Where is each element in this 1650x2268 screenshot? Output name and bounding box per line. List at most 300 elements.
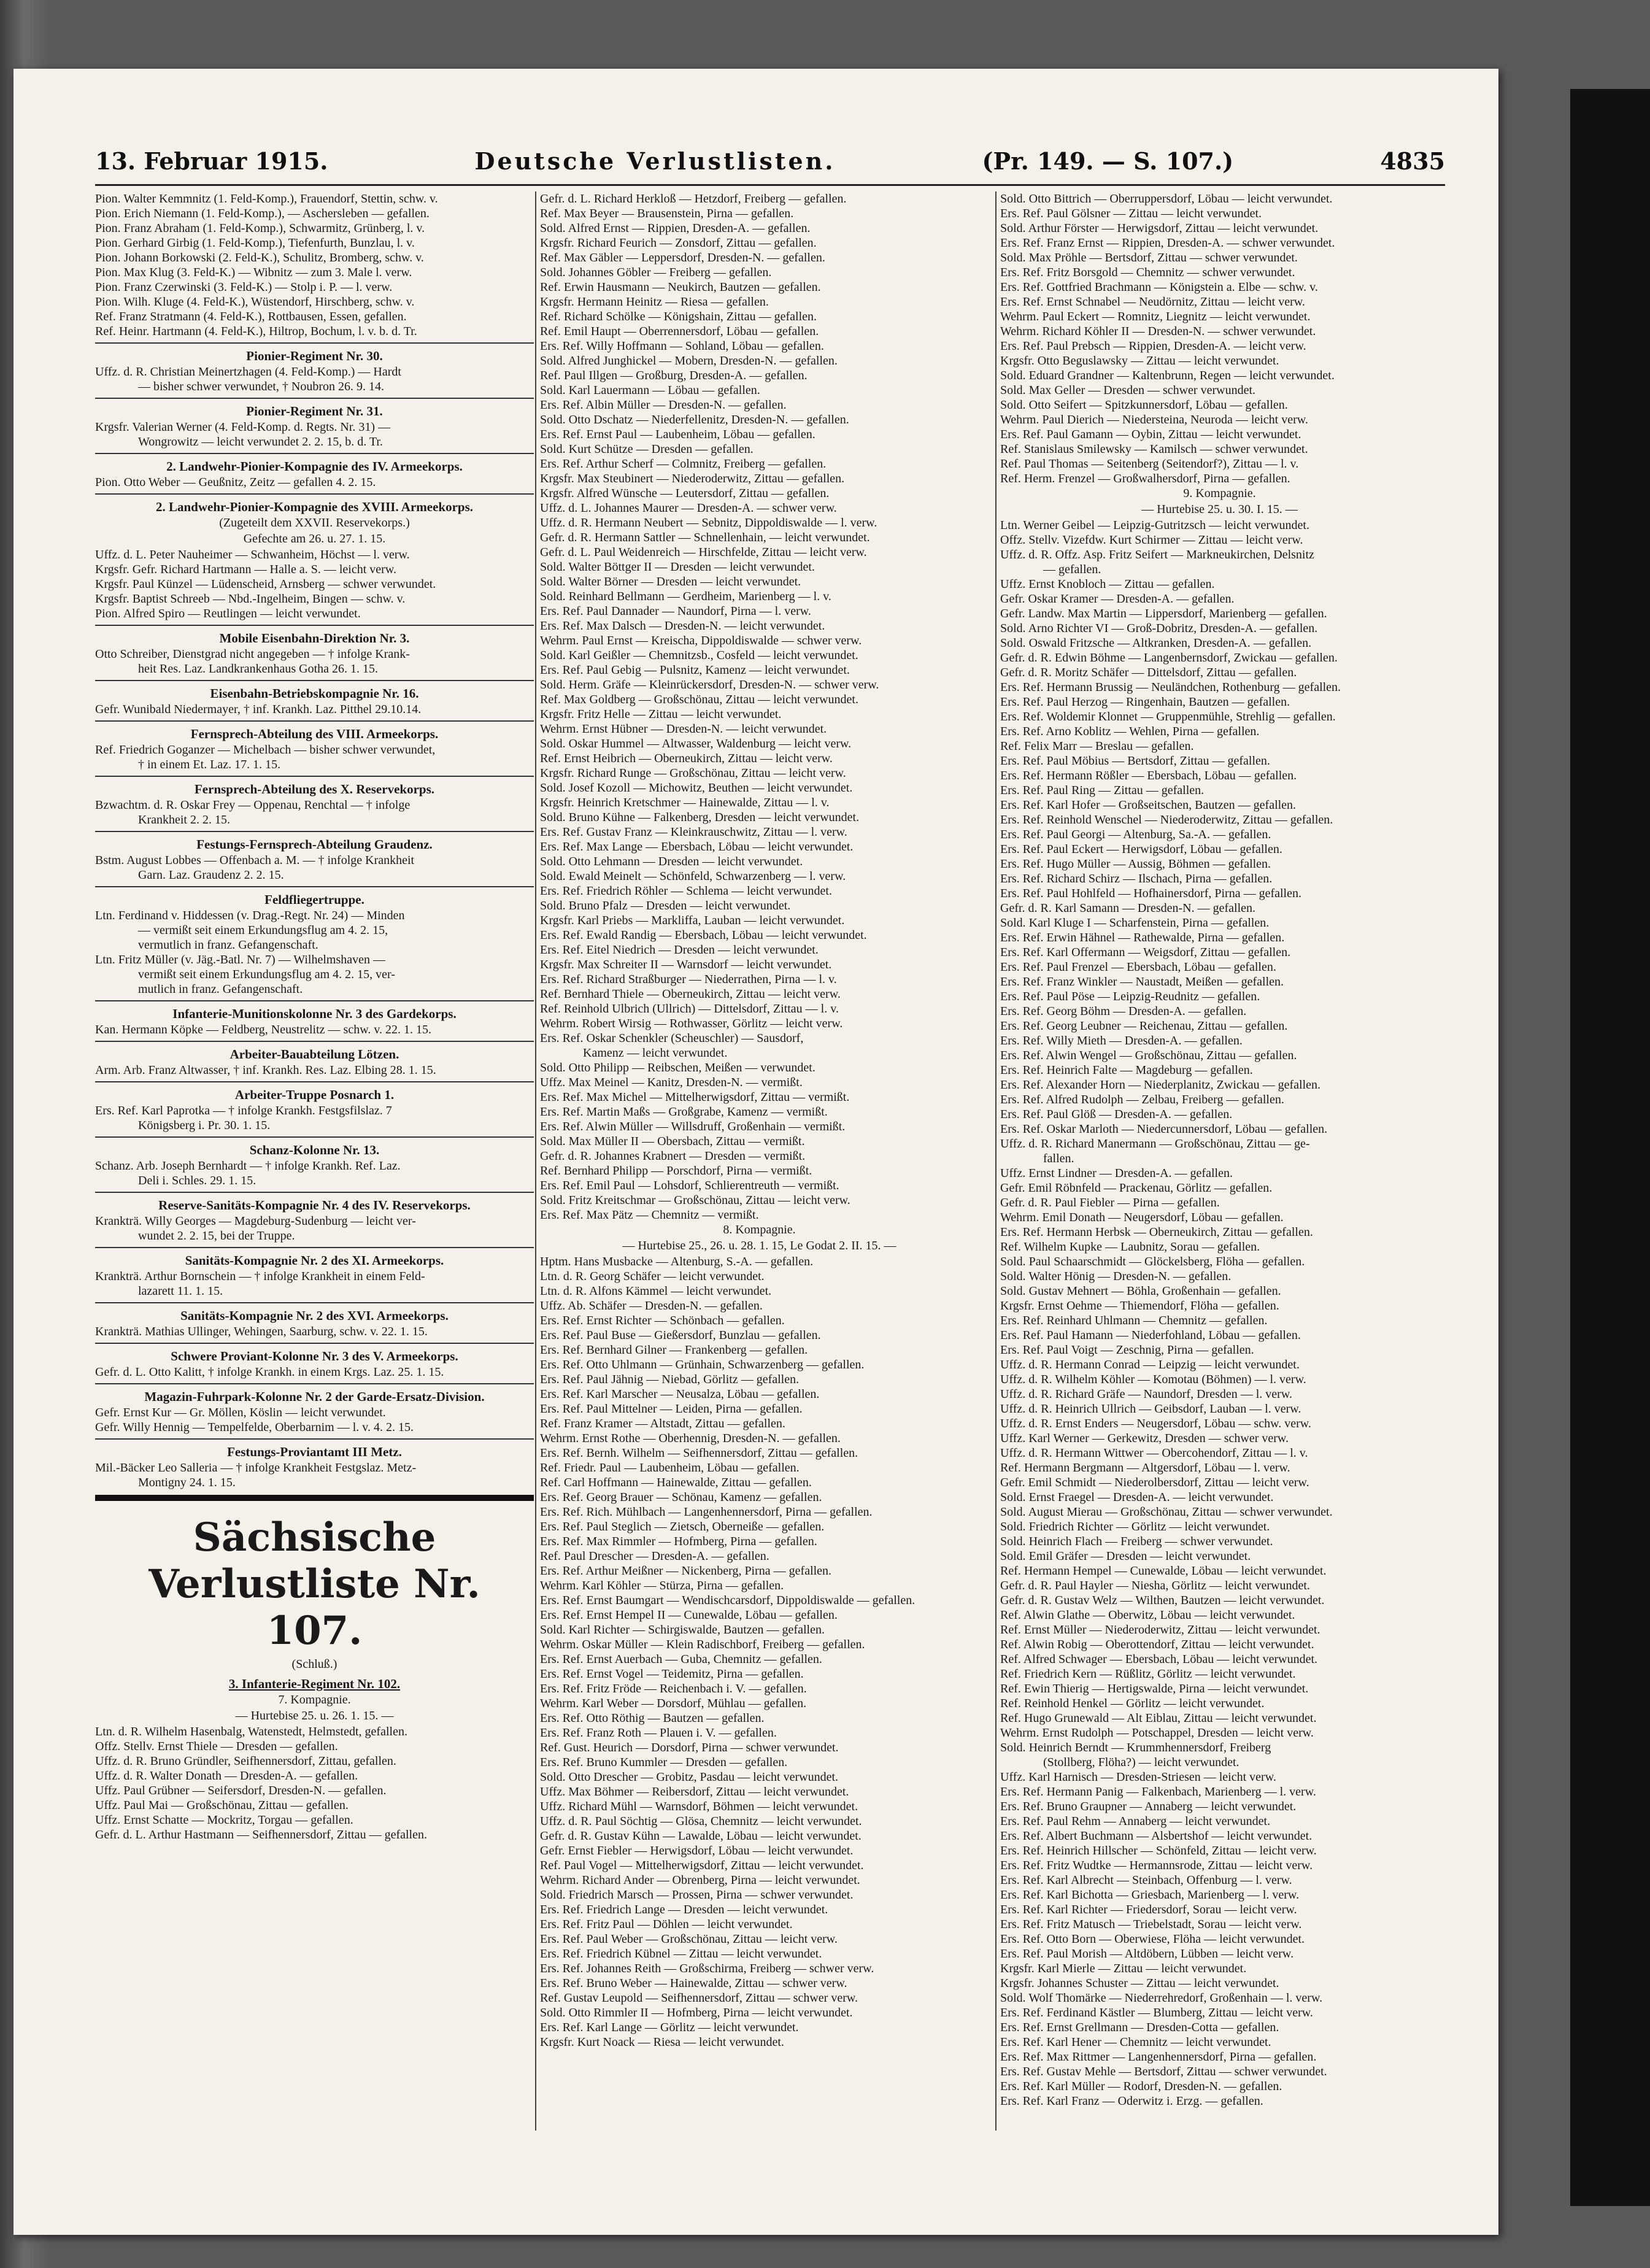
casualty-entry: Ers. Ref. Ernst Vogel — Teidemitz, Pirna — gefallen. [540,1667,804,1681]
casualty-entry: Pion. Max Klug (3. Feld-K.) — Wibnitz — zum 3. Male l. verw. [95,266,412,279]
casualty-entry: Uffz. Richard Mühl — Warnsdorf, Böhmen — leicht verwundet. [540,1800,858,1813]
casualty-entry: Uffz. d. R. Bruno Gründler, Seifhennersdorf, Zittau, gefallen. [95,1754,396,1768]
section-heading: Arbeiter-Truppe Posnarch 1. [234,1087,395,1102]
casualty-entry: Gefr. Oskar Kramer — Dresden-A. — gefallen. [1000,592,1235,606]
casualty-entry: Uffz. Max Böhmer — Reibersdorf, Zittau — leicht verwundet. [540,1785,849,1799]
section-divider [95,625,534,626]
casualty-entry: Ers. Ref. Paul Hamann — Niederfohland, Löbau — gefallen. [1000,1329,1301,1342]
scan-edge-strip [1570,89,1650,2206]
casualty-entry: Ref. Gust. Heurich — Dorsdorf, Pirna — schwer verwundet. [540,1741,839,1754]
casualty-entry: Sold. Otto Seifert — Spitzkunnersdorf, Löbau — gefallen. [1000,398,1288,412]
casualty-entry: Sold. Karl Lauermann — Löbau — gefallen. [540,384,760,397]
casualty-entry: Sold. Kurt Schütze — Dresden — gefallen. [540,442,754,456]
casualty-entry: Sold. Walter Hönig — Dresden-N. — gefallen. [1000,1270,1232,1283]
casualty-entry: Ref. Alwin Glathe — Oberwitz, Löbau — leicht verwundet. [1000,1608,1295,1622]
casualty-entry: Krgsfr. Fritz Helle — Zittau — leicht verwundet. [540,708,782,721]
casualty-entry: Ers. Ref. Paul Voigt — Zeschnig, Pirna — gefallen. [1000,1343,1254,1357]
section-divider [95,342,534,344]
casualty-entry: Ers. Ref. Johannes Reith — Großschirma, Freiberg — schwer verw. [540,1962,874,1975]
casualty-entry: Pion. Erich Niemann (1. Feld-Komp.), — Aschersleben — gefallen. [95,207,430,220]
casualty-entry: Ref. Friedrich Goganzer — Michelbach — bisher schwer verwundet, [95,743,436,757]
company-heading: 7. Kompagnie. [278,1693,351,1707]
casualty-entry: vermißt seit einem Erkundungsflug am 4. 2. 15, ver- [138,968,395,981]
casualty-entry: Ers. Ref. Otto Röthig — Bautzen — gefallen. [540,1711,765,1725]
casualty-entry: Ref. Wilhelm Kupke — Laubnitz, Sorau — gefallen. [1000,1240,1260,1254]
casualty-entry: Ers. Ref. Gottfried Brachmann — Königstein a. Elbe — schw. v. [1000,280,1318,294]
casualty-entry: Gefr. Emil Röbnfeld — Prackenau, Görlitz — gefallen. [1000,1181,1273,1195]
casualty-entry: Ers. Ref. Oskar Schenkler (Scheuschler) — Sausdorf, [540,1032,804,1045]
casualty-entry: Uffz. Ernst Schatte — Mockritz, Torgau — gefallen. [95,1813,353,1827]
company-heading: 8. Kompagnie. [723,1223,796,1236]
casualty-entry: Uffz. Ab. Schäfer — Dresden-N. — gefallen. [540,1299,763,1313]
casualty-entry: Ers. Ref. Ernst Baumgart — Wendischcarsdorf, Dippoldiswalde — gefallen. [540,1594,916,1607]
casualty-entry: Krgsfr. Otto Beguslawsky — Zittau — leicht verwundet. [1000,354,1279,368]
casualty-entry: Ers. Ref. Paul Buse — Gießersdorf, Bunzlau — gefallen. [540,1329,821,1342]
casualty-entry: Pion. Franz Abraham (1. Feld-Komp.), Schwarmitz, Grünberg, l. v. [95,222,425,235]
casualty-entry: Krgsfr. Karl Mierle — Zittau — leicht verwundet. [1000,1962,1247,1975]
casualty-entry: Ers. Ref. Hermann Brussig — Neuländchen, Rothenburg — gefallen. [1000,681,1341,694]
company-heading: 9. Kompagnie. [1183,487,1256,500]
casualty-entry: Ers. Ref. Alwin Müller — Willsdruff, Großenhain — vermißt. [540,1120,846,1133]
casualty-entry: Sold. Paul Schaarschmidt — Glöckelsberg, Flöha — gefallen. [1000,1255,1305,1268]
casualty-entry: Sold. Fritz Kreitschmar — Großschönau, Zittau — leicht verw. [540,1194,850,1207]
casualty-entry: Ref. Hermann Hempel — Cunewalde, Löbau — leicht verwundet. [1000,1564,1327,1578]
casualty-entry: Ers. Ref. Eitel Niedrich — Dresden — leicht verwundet. [540,943,819,957]
casualty-entry: Sold. Arno Richter VI — Groß-Dobritz, Dresden-A. — gefallen. [1000,622,1318,635]
section-heading: Festungs-Proviantamt III Metz. [227,1444,402,1459]
section-heading: Eisenbahn-Betriebskompagnie Nr. 16. [210,686,419,701]
casualty-entry: Krgsfr. Richard Runge — Großschönau, Zittau — leicht verw. [540,766,846,780]
section-heading: Mobile Eisenbahn-Direktion Nr. 3. [219,631,410,646]
casualty-entry: Uffz. d. R. Christian Meinertzhagen (4. Feld-Komp.) — Hardt [95,365,401,379]
casualty-entry: Sold. Ewald Meinelt — Schönfeld, Schwarzenberg — l. verw. [540,870,846,883]
casualty-entry: Sold. Karl Geißler — Chemnitzsb., Cosfeld — leicht verwundet. [540,649,858,662]
casualty-entry: Gefr. d. L. Otto Kalitt, † infolge Krankh. in einem Krgs. Laz. 25. 1. 15. [95,1365,444,1379]
casualty-entry: Krgsfr. Hermann Heinitz — Riesa — gefallen. [540,295,769,309]
casualty-entry: Offz. Stellv. Vizefdw. Kurt Schirmer — Zittau — leicht verw. [1000,533,1303,547]
casualty-entry: Ers. Ref. Bernh. Wilhelm — Seifhennersdorf, Zittau — gefallen. [540,1446,858,1460]
casualty-entry: Ers. Ref. Max Lange — Ebersbach, Löbau — leicht verwundet. [540,840,854,854]
section-heading: 2. Landwehr-Pionier-Kompagnie des XVIII. Armeekorps. [155,500,474,514]
casualty-entry: Ers. Ref. Karl Hener — Chemnitz — leicht verwundet. [1000,2035,1271,2049]
casualty-entry: Pion. Otto Weber — Geußnitz, Zeitz — gefallen 4. 2. 15. [95,476,376,489]
casualty-entry: Uffz. Ernst Lindner — Dresden-A. — gefallen. [1000,1167,1233,1180]
header-issue: (Pr. 149. — S. 107.) [982,147,1234,175]
casualty-entry: Ers. Ref. Karl Paprotka — † infolge Krankh. Festgsfilslaz. 7 [95,1104,392,1117]
casualty-entry: Gefr. d. R. Johannes Krabnert — Dresden — vermißt. [540,1149,806,1163]
casualty-entry: fallen. [1043,1152,1074,1165]
section-heading: Sanitäts-Kompagnie Nr. 2 des XVI. Armeekorps. [180,1308,449,1323]
casualty-entry: Gefr. d. L. Paul Weidenreich — Hirschfelde, Zittau — leicht verw. [540,546,867,559]
battle-heading: — Hurtebise 25. u. 26. 1. 15. — [235,1709,394,1722]
casualty-entry: Pion. Franz Czerwinski (3. Feld-K.) — Stolp i. P. — l. verw. [95,280,393,294]
column-3 [1000,191,1439,2131]
casualty-entry: Ers. Ref. Paul Frenzel — Ebersbach, Löbau — gefallen. [1000,960,1276,974]
casualty-entry: Uffz. d. R. Richard Gräfe — Naundorf, Dresden — l. verw. [1000,1387,1292,1401]
casualty-entry: Krgsfr. Kurt Noack — Riesa — leicht verwundet. [540,2035,784,2049]
casualty-entry: Ers. Ref. Paul Steglich — Zietsch, Oberneiße — gefallen. [540,1520,825,1533]
casualty-entry: Sold. Karl Kluge I — Scharfenstein, Pirna — gefallen. [1000,916,1270,930]
casualty-entry: Ers. Ref. Friedrich Lange — Dresden — leicht verwundet. [540,1903,828,1916]
casualty-entry: Ers. Ref. Gustav Franz — Kleinkrauschwitz, Zittau — l. verw. [540,825,847,839]
section-heading: Arbeiter-Bauabteilung Lötzen. [229,1047,399,1062]
casualty-entry: Ers. Ref. Max Rittmer — Langenhennersdorf, Pirna — gefallen. [1000,2050,1317,2064]
casualty-entry: Ers. Ref. Hugo Müller — Aussig, Böhmen — gefallen. [1000,857,1271,871]
casualty-entry: Sold. Emil Gräfer — Dresden — leicht verwundet. [1000,1549,1251,1563]
section-heading: Pionier-Regiment Nr. 30. [246,349,383,363]
casualty-entry: Uffz. d. L. Johannes Maurer — Dresden-A. — schwer verw. [540,501,837,515]
casualty-entry: Sold. Gustav Mehnert — Böhla, Großenhain — gefallen. [1000,1284,1281,1298]
casualty-entry: Ers. Ref. Bernhard Gilner — Frankenberg — gefallen. [540,1343,808,1357]
casualty-entry: Wehrm. Karl Weber — Dorsdorf, Mühlau — gefallen. [540,1697,807,1710]
casualty-entry: Ers. Ref. Georg Leubner — Reichenau, Zittau — gefallen. [1000,1019,1288,1033]
casualty-entry: Ers. Ref. Franz Roth — Plauen i. V. — gefallen. [540,1726,777,1740]
section-heading: Fernsprech-Abteilung des VIII. Armeekorps. [190,727,439,741]
casualty-entry: Gefr. d. R. Gustav Welz — Wilthen, Bautzen — leicht verwundet. [1000,1594,1325,1607]
casualty-entry: Ers. Ref. Max Rimmler — Hofmberg, Pirna — gefallen. [540,1535,817,1548]
section-heading: Infanterie-Munitionskolonne Nr. 3 des Gardekorps. [172,1006,457,1021]
casualty-entry: Gefr. d. R. Moritz Schäfer — Dittelsdorf, Zittau — gefallen. [1000,666,1297,679]
header-date: 13. Februar 1915. [95,147,328,175]
casualty-entry: Ers. Ref. Arno Koblitz — Wehlen, Pirna — gefallen. [1000,725,1260,738]
section-heading: Fernsprech-Abteilung des X. Reservekorps. [194,782,434,796]
casualty-entry: Gefr. Willy Hennig — Tempelfelde, Oberbarnim — l. v. 4. 2. 15. [95,1421,414,1434]
casualty-entry: Uffz. d. R. Paul Söchtig — Glösa, Chemnitz — leicht verwundet. [540,1815,862,1828]
casualty-entry: Sold. Otto Dschatz — Niederfellenitz, Dresden-N. — gefallen. [540,413,849,426]
casualty-entry: Sold. Otto Lehmann — Dresden — leicht verwundet. [540,855,803,868]
casualty-entry: Sold. Alfred Ernst — Rippien, Dresden-A. — gefallen. [540,222,811,235]
casualty-entry: Ref. Paul Thomas — Seitenberg (Seitendorf?), Zittau — l. v. [1000,457,1299,471]
casualty-entry: Ers. Ref. Albert Buchmann — Alsbertshof — leicht verwundet. [1000,1829,1313,1843]
casualty-entry: Ers. Ref. Paul Glöß — Dresden-A. — gefallen. [1000,1108,1233,1121]
casualty-entry: Sold. Herm. Gräfe — Kleinrückersdorf, Dresden-N. — schwer verw. [540,678,879,692]
casualty-entry: Ref. Reinhold Henkel — Görlitz — leicht verwundet. [1000,1697,1265,1710]
casualty-entry: Ref. Paul Vogel — Mittelherwigsdorf, Zittau — leicht verwundet. [540,1859,864,1872]
casualty-entry: Wehrm. Oskar Müller — Klein Radischborf, Freiberg — gefallen. [540,1638,865,1651]
casualty-entry: Krgsfr. Johannes Schuster — Zittau — leicht verwundet. [1000,1977,1279,1990]
section-divider [95,1438,534,1440]
section-divider [95,1302,534,1303]
casualty-entry: Ers. Ref. Ewald Randig — Ebersbach, Löbau — leicht verwundet. [540,928,867,942]
casualty-entry: Wehrm. Ernst Hübner — Dresden-N. — leicht verwundet. [540,722,827,736]
regiment-heading: 3. Infanterie-Regiment Nr. 102. [228,1676,401,1691]
casualty-entry: Ers. Ref. Paul Gamann — Oybin, Zittau — leicht verwundet. [1000,428,1301,441]
casualty-entry: Wongrowitz — leicht verwundet 2. 2. 15, b. d. Tr. [138,435,383,449]
casualty-entry: Ltn. Fritz Müller (v. Jäg.-Batl. Nr. 7) — Wilhelmshaven — [95,953,386,966]
casualty-entry: Ref. Reinhold Ulbrich (Ullrich) — Dittelsdorf, Zittau — l. v. [540,1002,839,1016]
casualty-entry: Ers. Ref. Arthur Meißner — Nickenberg, Pirna — gefallen. [540,1564,832,1578]
casualty-entry: Uffz. d. R. Hermann Conrad — Leipzig — leicht verwundet. [1000,1358,1300,1371]
casualty-entry: Uffz. d. R. Ernst Enders — Neugersdorf, Löbau — schw. verw. [1000,1417,1311,1430]
casualty-entry: Ers. Ref. Gustav Mehle — Bertsdorf, Zittau — schwer verwundet. [1000,2065,1327,2078]
section-divider [95,831,534,832]
casualty-entry: Ers. Ref. Karl Offermann — Weigsdorf, Zittau — gefallen. [1000,946,1291,959]
casualty-entry: Gefr. d. L. Richard Herkloß — Hetzdorf, Freiberg — gefallen. [540,192,847,206]
battle-heading: — Hurtebise 25., 26. u. 28. 1. 15, Le Godat 2. II. 15. — [622,1239,896,1252]
casualty-entry: Sold. Walter Börner — Dresden — leicht verwundet. [540,575,801,588]
casualty-entry: Ers. Ref. Emil Paul — Lohsdorf, Schlierentreuth — vermißt. [540,1179,839,1192]
casualty-entry: wundet 2. 2. 15, bei der Truppe. [138,1229,295,1243]
casualty-entry: Ref. Bernhard Philipp — Porschdorf, Pirna — vermißt. [540,1164,812,1178]
section-divider [95,1192,534,1193]
casualty-entry: Ers. Ref. Erwin Hähnel — Rathewalde, Pirna — gefallen. [1000,931,1285,944]
casualty-entry: Ers. Ref. Paul Gölsner — Zittau — leicht verwundet. [1000,207,1262,220]
casualty-entry: Deli i. Schles. 29. 1. 15. [138,1174,256,1187]
casualty-entry: Otto Schreiber, Dienstgrad nicht angegeben — † infolge Krank- [95,647,410,661]
casualty-entry: Ref. Max Goldberg — Großschönau, Zittau — leicht verwundet. [540,693,858,706]
casualty-entry: Sold. Bruno Kühne — Falkenberg, Dresden — leicht verwundet. [540,811,860,824]
casualty-entry: Kamenz — leicht verwundet. [583,1046,728,1060]
casualty-entry: Sold. Oswald Fritzsche — Altkranken, Dresden-A. — gefallen. [1000,636,1312,650]
casualty-entry: Uffz. d. L. Peter Nauheimer — Schwanheim, Höchst — l. verw. [95,548,410,561]
casualty-entry: Ers. Ref. Oskar Marloth — Niedercunnersdorf, Löbau — gefallen. [1000,1122,1328,1136]
section-divider [95,1247,534,1248]
casualty-entry: Gefr. Ernst Kur — Gr. Möllen, Köslin — leicht verwundet. [95,1406,386,1419]
casualty-entry: Sold. Arthur Förster — Herwigsdorf, Zittau — leicht verwundet. [1000,222,1319,235]
section-divider [95,1343,534,1344]
casualty-entry: † in einem Et. Laz. 17. 1. 15. [138,758,281,771]
casualty-entry: — bisher schwer verwundet, † Noubron 26. 9. 14. [138,380,385,393]
casualty-entry: Ref. Alfred Schwager — Ebersbach, Löbau — leicht verwundet. [1000,1653,1318,1666]
casualty-entry: Krgsfr. Gefr. Richard Hartmann — Halle a. S. — leicht verw. [95,563,396,576]
casualty-entry: Königsberg i. Pr. 30. 1. 15. [138,1119,271,1132]
casualty-entry: Uffz. Paul Grübner — Seifersdorf, Dresden-N. — gefallen. [95,1784,387,1797]
casualty-entry: Uffz. Max Meinel — Kanitz, Dresden-N. — vermißt. [540,1076,803,1089]
casualty-entry: Krgsfr. Karl Priebs — Markliffa, Lauban — leicht verwundet. [540,914,845,927]
casualty-entry: Schanz. Arb. Joseph Bernhardt — † infolge Krankh. Ref. Laz. [95,1159,401,1173]
casualty-entry: Uffz. d. R. Hermann Neubert — Sebnitz, Dippoldiswalde — l. verw. [540,516,877,530]
section-divider [95,1081,534,1082]
casualty-entry: Ers. Ref. Paul Herzog — Ringenhain, Bautzen — gefallen. [1000,695,1290,709]
section-divider [95,493,534,495]
casualty-entry: Sold. Reinhard Bellmann — Gerdheim, Marienberg — l. v. [540,590,831,603]
casualty-entry: Krgsfr. Valerian Werner (4. Feld-Komp. d. Regts. Nr. 31) — [95,420,391,434]
casualty-entry: Sold. Bruno Pfalz — Dresden — leicht verwundet. [540,899,791,912]
casualty-entry: Sold. Max Geller — Dresden — schwer verwundet. [1000,384,1256,397]
casualty-entry: Pion. Wilh. Kluge (4. Feld-K.), Wüstendorf, Hirschberg, schw. v. [95,295,415,309]
casualty-entry: vermutlich in franz. Gefangenschaft. [138,938,318,952]
casualty-entry: Ers. Ref. Willy Mieth — Dresden-A. — gefallen. [1000,1034,1243,1047]
casualty-entry: Sold. Karl Richter — Schirgiswalde, Bautzen — gefallen. [540,1623,825,1637]
casualty-entry: Ref. Erwin Hausmann — Neukirch, Bautzen — gefallen. [540,280,821,294]
header-title: Deutsche Verlustlisten. [474,147,836,175]
section-divider [95,1495,534,1501]
casualty-entry: Ers. Ref. Richard Schirz — Ilschach, Pirna — gefallen. [1000,872,1273,885]
casualty-entry: Wehrm. Paul Ernst — Kreischa, Dippoldiswalde — schwer verw. [540,634,862,647]
casualty-entry: Ref. Paul Drescher — Dresden-A. — gefallen. [540,1549,769,1563]
casualty-entry: Ref. Friedrich Kern — Rüßlitz, Görlitz — leicht verwundet. [1000,1667,1296,1681]
casualty-entry: Wehrm. Richard Köhler II — Dresden-N. — schwer verwundet. [1000,325,1316,338]
saxon-list-subtitle: (Schluß.) [291,1657,337,1671]
casualty-entry: Krgsfr. Heinrich Kretschmer — Hainewalde, Zittau — l. v. [540,796,830,809]
casualty-entry: Ref. Carl Hoffmann — Hainewalde, Zittau — gefallen. [540,1476,812,1489]
casualty-entry: Krgsfr. Alfred Wünsche — Leutersdorf, Zittau — gefallen. [540,487,830,500]
casualty-entry: Ltn. d. R. Wilhelm Hasenbalg, Watenstedt, Helmstedt, gefallen. [95,1725,407,1738]
casualty-entry: Ref. Gustav Leupold — Seifhennersdorf, Zittau — schwer verw. [540,1991,858,2005]
casualty-entry: Ers. Ref. Paul Morish — Altdöbern, Lübben — leicht verw. [1000,1947,1294,1961]
casualty-entry: Ers. Ref. Ernst Auerbach — Guba, Chemnitz — gefallen. [540,1653,822,1666]
section-heading: Sanitäts-Kompagnie Nr. 2 des XI. Armeekorps. [185,1253,444,1268]
casualty-entry: Ers. Ref. Paul Hohlfeld — Hofhainersdorf, Pirna — gefallen. [1000,887,1301,900]
casualty-entry: Sold. Josef Kozoll — Michowitz, Beuthen — leicht verwundet. [540,781,853,795]
casualty-entry: Pion. Walter Kemmnitz (1. Feld-Komp.), Frauendorf, Stettin, schw. v. [95,192,438,206]
casualty-entry: Ref. Franz Stratmann (4. Feld-K.), Rottbausen, Essen, gefallen. [95,310,407,323]
casualty-entry: Ltn. Werner Geibel — Leipzig-Gutritzsch — leicht verwundet. [1000,519,1309,532]
casualty-entry: Krgsfr. Baptist Schreeb — Nbd.-Ingelheim, Bingen — schw. v. [95,592,406,606]
casualty-entry: Uffz. d. R. Hermann Wittwer — Obercohendorf, Zittau — l. v. [1000,1446,1308,1460]
column-rule [995,191,997,2131]
casualty-entry: Ers. Ref. Reinhold Wenschel — Niederoderwitz, Zittau — gefallen. [1000,813,1333,827]
casualty-entry: Wehrm. Karl Köhler — Stürza, Pirna — gefallen. [540,1579,784,1592]
casualty-entry: Sold. Friedrich Richter — Görlitz — leicht verwundet. [1000,1520,1270,1533]
casualty-entry: Sold. Max Müller II — Obersbach, Zittau — vermißt. [540,1135,805,1148]
casualty-entry: Montigny 24. 1. 15. [138,1476,236,1489]
casualty-entry: Krgsfr. Paul Künzel — Lüdenscheid, Arnsberg — schwer verwundet. [95,577,436,591]
casualty-entry: Ers. Ref. Bruno Graupner — Annaberg — leicht verwundet. [1000,1800,1297,1813]
casualty-entry: Krankheit 2. 2. 15. [138,813,230,827]
casualty-entry: Sold. Alfred Junghickel — Mobern, Dresden-N. — gefallen. [540,354,838,368]
casualty-entry: lazarett 11. 1. 15. [138,1284,223,1298]
casualty-entry: Ers. Ref. Martin Maßs — Großgrabe, Kamenz — vermißt. [540,1105,828,1119]
casualty-entry: Hptm. Hans Musbacke — Altenburg, S.-A. — gefallen. [540,1255,814,1268]
casualty-entry: Ers. Ref. Hermann Rößler — Ebersbach, Löbau — gefallen. [1000,769,1297,782]
casualty-entry: Ers. Ref. Karl Hofer — Großseitschen, Bautzen — gefallen. [1000,798,1297,812]
section-heading: Schanz-Kolonne Nr. 13. [249,1143,380,1157]
casualty-entry: Ers. Ref. Georg Böhm — Dresden-A. — gefallen. [1000,1005,1247,1018]
section-divider [95,886,534,887]
casualty-entry: Ers. Ref. Max Michel — Mittelherwigsdorf, Zittau — vermißt. [540,1090,850,1104]
casualty-entry: Ltn. d. R. Alfons Kämmel — leicht verwundet. [540,1284,772,1298]
casualty-entry: Sold. Max Pröhle — Bertsdorf, Zittau — schwer verwundet. [1000,251,1298,264]
casualty-entry: Ers. Ref. Fritz Wudtke — Hermannsrode, Zittau — leicht verw. [1000,1859,1313,1872]
casualty-entry: Krgsfr. Ernst Oehme — Thiemendorf, Flöha — gefallen. [1000,1299,1279,1313]
casualty-entry: Ref. Ernst Heibrich — Oberneukirch, Zittau — leicht verw. [540,752,833,765]
casualty-entry: Ers. Ref. Paul Rehm — Annaberg — leicht verwundet. [1000,1815,1271,1828]
casualty-entry: Ers. Ref. Ernst Schnabel — Neudörnitz, Zittau — leicht verw. [1000,295,1305,309]
casualty-entry: Gefr. d. L. Arthur Hastmann — Seifhennersdorf, Zittau — gefallen. [95,1828,427,1842]
casualty-entry: Wehrm. Robert Wirsig — Rothwasser, Görlitz — leicht verw. [540,1017,843,1030]
casualty-entry: Ref. Hugo Grunewald — Alt Eiblau, Zittau — leicht verwundet. [1000,1711,1317,1725]
casualty-entry: Krgsfr. Max Schreiter II — Warnsdorf — leicht verwundet. [540,958,832,971]
casualty-entry: Ers. Ref. Karl Müller — Rodorf, Dresden-N. — gefallen. [1000,2080,1282,2093]
section-heading: Pionier-Regiment Nr. 31. [246,404,383,418]
casualty-entry: — gefallen. [1043,563,1101,576]
section-divider [95,1136,534,1138]
casualty-entry: Ers. Ref. Paul Gebig — Pulsnitz, Kamenz — leicht verwundet. [540,663,850,677]
casualty-entry: Ers. Ref. Paul Georgi — Altenburg, Sa.-A. — gefallen. [1000,828,1271,841]
casualty-entry: Uffz. Karl Werner — Gerkewitz, Dresden — schwer verw. [1000,1432,1289,1445]
casualty-entry: Krankträ. Willy Georges — Magdeburg-Sudenburg — leicht ver- [95,1214,416,1228]
column-rule [535,191,536,2131]
casualty-entry: Ers. Ref. Karl Lange — Görlitz — leicht verwundet. [540,2021,799,2034]
section-divider [95,1000,534,1001]
section-divider [95,453,534,454]
casualty-entry: Ers. Ref. Ernst Richter — Schönbach — gefallen. [540,1314,785,1327]
section-subheading: (Zugeteilt dem XXVII. Reservekorps.) [219,516,410,530]
casualty-entry: Ref. Stanislaus Smilewsky — Kamilsch — schwer verwundet. [1000,442,1308,456]
casualty-entry: Ers. Ref. Otto Uhlmann — Grünhain, Schwarzenberg — gefallen. [540,1358,865,1371]
casualty-entry: Ers. Ref. Albin Müller — Dresden-N. — gefallen. [540,398,787,412]
casualty-entry: Ers. Ref. Paul Mittelner — Leiden, Pirna — gefallen. [540,1402,803,1416]
section-divider [95,398,534,399]
casualty-entry: Ref. Ernst Müller — Niederoderwitz, Zittau — leicht verwundet. [1000,1623,1320,1637]
casualty-entry: Ers. Ref. Fritz Fröde — Reichenbach i. V. — gefallen. [540,1682,807,1695]
casualty-entry: Sold. Otto Philipp — Reibschen, Meißen — verwundet. [540,1061,815,1074]
casualty-entry: Gefr. d. R. Hermann Sattler — Schnellenhain, — leicht verwundet. [540,531,870,544]
section-heading: Schwere Proviant-Kolonne Nr. 3 des V. Armeekorps. [171,1349,458,1364]
casualty-entry: Ers. Ref. Paul Weber — Großschönau, Zittau — leicht verw. [540,1932,838,1946]
casualty-entry: Ers. Ref. Paul Möbius — Bertsdorf, Zittau — gefallen. [1000,754,1270,768]
casualty-entry: Ers. Ref. Karl Marscher — Neusalza, Löbau — gefallen. [540,1387,820,1401]
casualty-entry: Ers. Ref. Franz Winkler — Naustadt, Meißen — gefallen. [1000,975,1284,989]
casualty-entry: Ref. Paul Illgen — Großburg, Dresden-A. — gefallen. [540,369,808,382]
section-heading: Feldfliegertruppe. [264,892,364,907]
column-2 [540,191,979,2131]
casualty-entry: Bzwachtm. d. R. Oskar Frey — Oppenau, Renchtal — † infolge [95,798,411,812]
casualty-entry: Sold. Heinrich Flach — Freiberg — schwer verwundet. [1000,1535,1273,1548]
casualty-entry: Mil.-Bäcker Leo Salleria — † infolge Krankheit Festgslaz. Metz- [95,1461,417,1475]
casualty-entry: Pion. Gerhard Girbig (1. Feld-Komp.), Tiefenfurth, Bunzlau, l. v. [95,236,415,250]
casualty-entry: Ref. Franz Kramer — Altstadt, Zittau — gefallen. [540,1417,785,1430]
casualty-entry: Ers. Ref. Karl Franz — Oderwitz i. Erzg. — gefallen. [1000,2094,1263,2108]
casualty-entry: Ers. Ref. Paul Jähnig — Niebad, Görlitz — gefallen. [540,1373,800,1386]
casualty-entry: Kan. Hermann Köpke — Feldberg, Neustrelitz — schw. v. 22. 1. 15. [95,1023,432,1036]
casualty-entry: Ers. Ref. Hermann Panig — Falkenbach, Marienberg — l. verw. [1000,1785,1316,1799]
casualty-entry: Arm. Arb. Franz Altwasser, † inf. Krankh. Res. Laz. Elbing 28. 1. 15. [95,1063,436,1077]
casualty-entry: Ers. Ref. Reinhard Uhlmann — Chemnitz — gefallen. [1000,1314,1268,1327]
casualty-entry: Sold. Otto Drescher — Grobitz, Pasdau — leicht verwundet. [540,1770,839,1784]
casualty-entry: Ers. Ref. Ernst Grellmann — Dresden-Cotta — gefallen. [1000,2021,1279,2034]
casualty-entry: Sold. Friedrich Marsch — Prossen, Pirna — schwer verwundet. [540,1888,854,1902]
casualty-entry: Ers. Ref. Karl Albrecht — Steinbach, Offenburg — l. verw. [1000,1873,1292,1887]
casualty-entry: Ers. Ref. Max Dalsch — Dresden-N. — leicht verwundet. [540,619,825,633]
casualty-entry: Ers. Ref. Alwin Wengel — Großschönau, Zittau — gefallen. [1000,1049,1297,1062]
casualty-entry: Krankträ. Arthur Bornschein — † infolge Krankheit in einem Feld- [95,1270,425,1283]
casualty-entry: Ers. Ref. Ferdinand Kästler — Blumberg, Zittau — leicht verw. [1000,2006,1313,2019]
casualty-entry: Pion. Johann Borkowski (2. Feld-K.), Schulitz, Bromberg, schw. v. [95,251,424,264]
casualty-entry: Ref. Hermann Bergmann — Altgersdorf, Löbau — l. verw. [1000,1461,1290,1475]
casualty-entry: Ers. Ref. Rich. Mühlbach — Langenhennersdorf, Pirna — gefallen. [540,1505,873,1519]
casualty-entry: Ers. Ref. Heinrich Falte — Magdeburg — gefallen. [1000,1063,1253,1077]
casualty-entry: Wehrm. Emil Donath — Neugersdorf, Löbau — gefallen. [1000,1211,1284,1224]
section-heading: Magazin-Fuhrpark-Kolonne Nr. 2 der Garde-Ersatz-Division. [144,1389,485,1404]
casualty-entry: Wehrm. Paul Dierich — Niedersteina, Neuroda — leicht verw. [1000,413,1308,426]
casualty-entry: Ers. Ref. Paul Ring — Zittau — gefallen. [1000,784,1205,797]
casualty-entry: Krgsfr. Richard Feurich — Zonsdorf, Zittau — gefallen. [540,236,817,250]
casualty-entry: Garn. Laz. Graudenz 2. 2. 15. [138,868,284,882]
casualty-entry: Ers. Ref. Friedrich Kübnel — Zittau — leicht verwundet. [540,1947,822,1961]
casualty-entry: Ref. Max Beyer — Brausenstein, Pirna — gefallen. [540,207,794,220]
casualty-entry: Gefr. Emil Schmidt — Niederolbersdorf, Zittau — leicht verw. [1000,1476,1309,1489]
casualty-entry: Gefr. d. R. Paul Hayler — Niesha, Görlitz — leicht verwundet. [1000,1579,1310,1592]
casualty-entry: Gefr. Landw. Max Martin — Lippersdorf, Marienberg — gefallen. [1000,607,1327,620]
casualty-entry: Ers. Ref. Willy Hoffmann — Sohland, Löbau — gefallen. [540,339,824,353]
casualty-entry: Ers. Ref. Ernst Hempel II — Cunewalde, Löbau — gefallen. [540,1608,838,1622]
casualty-entry: — vermißt seit einem Erkundungsflug am 4. 2. 15, [138,924,388,937]
casualty-entry: Gefr. d. R. Gustav Kühn — Lawalde, Löbau — leicht verwundet. [540,1829,862,1843]
section-divider [95,1383,534,1384]
section-divider [95,720,534,722]
casualty-entry: Ers. Ref. Karl Bichotta — Griesbach, Marienberg — l. verw. [1000,1888,1300,1902]
casualty-entry: Ers. Ref. Bruno Weber — Hainewalde, Zittau — schwer verw. [540,1977,847,1990]
casualty-entry: Ref. Felix Marr — Breslau — gefallen. [1000,739,1194,753]
casualty-entry: Sold. Ernst Fraegel — Dresden-A. — leicht verwundet. [1000,1491,1274,1504]
casualty-entry: Sold. Oskar Hummel — Altwasser, Waldenburg — leicht verw. [540,737,852,750]
casualty-entry: Bstm. August Lobbes — Offenbach a. M. — † infolge Krankheit [95,854,415,867]
casualty-entry: Sold. August Mierau — Großschönau, Zittau — schwer verwundet. [1000,1505,1333,1519]
casualty-entry: Wehrm. Ernst Rudolph — Potschappel, Dresden — leicht verw. [1000,1726,1314,1740]
casualty-entry: Ers. Ref. Paul Pöse — Leipzig-Reudnitz — gefallen. [1000,990,1260,1003]
